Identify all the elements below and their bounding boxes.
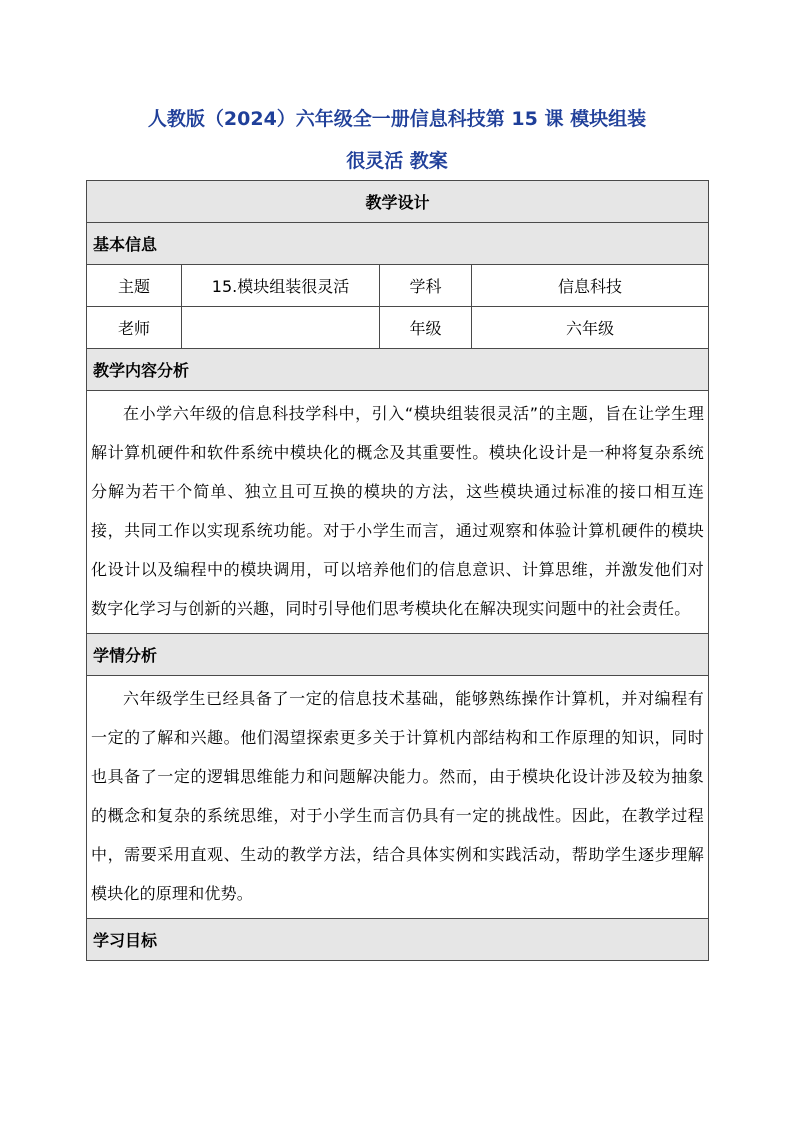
learner-analysis-text: 六年级学生已经具备了一定的信息技术基础，能够熟练操作计算机，并对编程有一定的了解和兴趣。他们渴望探索更多关于计算机内部结构和工作原理的知识，同时也具备了一定的逻辑思维能力和问题解决能力。然而，由于模块化设计涉及较为抽象的概念和复杂的系统思维，对于小学生而言仍具有一定的挑战性。因此，在教学过程中，需要采用直观、生动的教学方法，结合具体实例和实践活动，帮助学生逐步理解模块化的原理和优势。 <box>87 676 709 919</box>
table-header: 教学设计 <box>87 181 709 223</box>
learner-analysis-heading-row <box>87 634 709 676</box>
table-row <box>87 307 709 349</box>
learner-analysis-row <box>87 676 709 919</box>
content-analysis-heading: 教学内容分析 <box>87 349 709 391</box>
basic-info-heading: 基本信息 <box>87 223 709 265</box>
topic-value: 15.模块组装很灵活 <box>182 265 380 307</box>
content-analysis-heading-row <box>87 349 709 391</box>
subject-label: 学科 <box>380 265 472 307</box>
basic-info-heading-row <box>87 223 709 265</box>
grade-label: 年级 <box>380 307 472 349</box>
lesson-plan-table <box>86 180 709 961</box>
content-analysis-row <box>87 391 709 634</box>
learner-analysis-heading: 学情分析 <box>87 634 709 676</box>
teacher-label: 老师 <box>87 307 182 349</box>
subject-value: 信息科技 <box>472 265 709 307</box>
table-row <box>87 265 709 307</box>
document-title-line-2: 很灵活 教案 <box>346 150 448 172</box>
table-header-row <box>87 181 709 223</box>
grade-value: 六年级 <box>472 307 709 349</box>
topic-label: 主题 <box>87 265 182 307</box>
objectives-heading-row <box>87 919 709 961</box>
content-analysis-text: 在小学六年级的信息科技学科中，引入“模块组装很灵活”的主题，旨在让学生理解计算机硬件和软件系统中模块化的概念及其重要性。模块化设计是一种将复杂系统分解为若干个简单、独立且可互换的模块的方法，这些模块通过标准的接口相互连接，共同工作以实现系统功能。对于小学生而言，通过观察和体验计算机硬件的模块化设计以及编程中的模块调用，可以培养他们的信息意识、计算思维，并激发他们对数字化学习与创新的兴趣，同时引导他们思考模块化在解决现实问题中的社会责任。 <box>87 391 709 634</box>
objectives-heading: 学习目标 <box>87 919 709 961</box>
document-title-line-1: 人教版（2024）六年级全一册信息科技第 15 课 模块组装 <box>147 108 647 130</box>
teacher-value <box>182 307 380 349</box>
